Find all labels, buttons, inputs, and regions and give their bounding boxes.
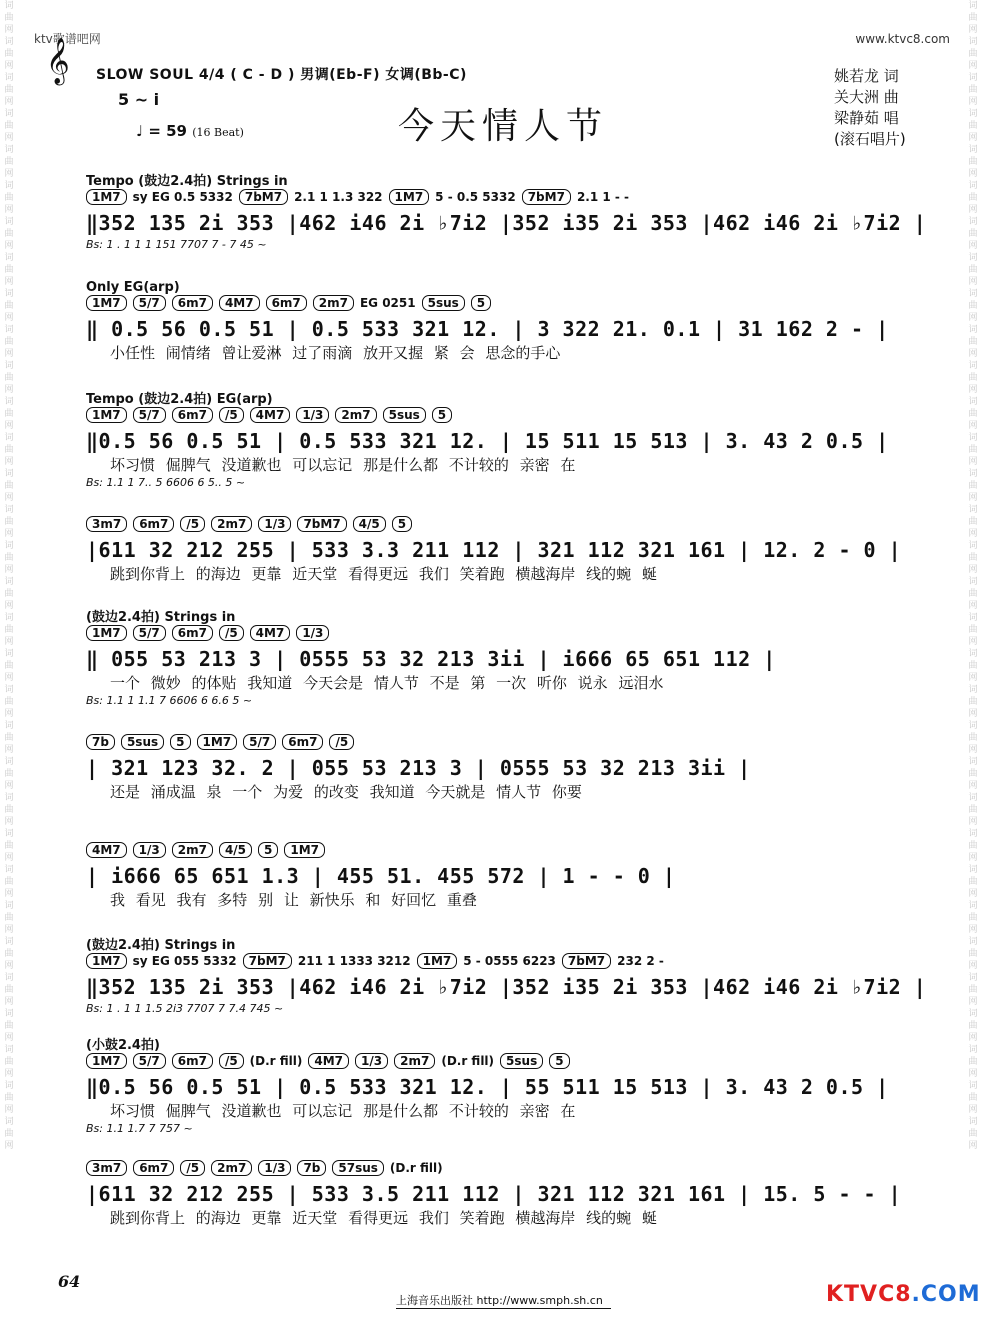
chord-symbol: 5sus [383, 407, 426, 423]
chord-row [86, 407, 916, 427]
chord-symbol: 5/7 [133, 625, 166, 641]
chord-symbol: 5 [392, 516, 412, 532]
chord-row [86, 953, 916, 973]
chord-symbol: 5 - 0555 6223 [463, 954, 556, 968]
chord-symbol: 5 [258, 842, 278, 858]
chord-symbol: 1M7 [197, 734, 238, 750]
chord-symbol: 7b [297, 1160, 326, 1176]
lyrics-row: 一个 微妙 的体贴 我知道 今天会是 情人节 不是 第 一次 听你 说永 远泪水 [110, 674, 664, 692]
chord-symbol: 4M7 [308, 1053, 349, 1069]
chord-symbol: 4/5 [219, 842, 252, 858]
staff-system [86, 606, 916, 709]
chord-symbol: 5 [471, 295, 491, 311]
lyrics-row: 小任性 闹情绪 曾让爱淋 过了雨滴 放开又握 紧 会 思念的手心 [110, 344, 561, 362]
chord-symbol: 1/3 [258, 1160, 291, 1176]
chord-symbol: 1M7 [86, 953, 127, 969]
chord-symbol: 1/3 [296, 625, 329, 641]
chord-row [86, 734, 916, 754]
section-label: (鼓边2.4拍) Strings in [86, 610, 236, 625]
bass-line-row: Bs: 1.1 1 7.. 5 6606 6 5.. 5 ~ [86, 476, 246, 489]
chord-symbol: 7b [86, 734, 115, 750]
chord-symbol: 5/7 [133, 1053, 166, 1069]
chord-symbol: 6m7 [266, 295, 307, 311]
side-watermark-left: 词曲网词曲网词曲网词曲网词曲网词曲网词曲网词曲网词曲网词曲网词曲网词曲网词曲网词曲网词曲网词曲网词曲网词曲网词曲网词曲网词曲网词曲网词曲网词曲网词曲网词曲网词曲网词曲网词曲网词曲网词曲网词曲网 [4, 1, 14, 1151]
chord-symbol: 1/3 [258, 516, 291, 532]
chord-symbol: 232 2 - [617, 954, 664, 968]
side-watermark-right: 词曲网词曲网词曲网词曲网词曲网词曲网词曲网词曲网词曲网词曲网词曲网词曲网词曲网词曲网词曲网词曲网词曲网词曲网词曲网词曲网词曲网词曲网词曲网词曲网词曲网词曲网词曲网词曲网词曲网词曲网词曲网词曲网 [968, 1, 978, 1151]
chord-symbol: EG 0251 [359, 296, 416, 310]
chord-symbol: 7bM7 [297, 516, 346, 532]
chord-symbol: 5 - 0.5 5332 [435, 190, 516, 204]
notation-row: ‖ 0.5 56 0.5 51 | 0.5 533 321 12. | 3 322 21. 0.1 | 31 162 2 - | [86, 317, 889, 341]
notation-row: |611 32 212 255 | 533 3.5 211 112 | 321 112 321 161 | 15. 5 - - | [86, 1182, 902, 1206]
staff-system [86, 516, 916, 584]
chord-symbol: 6m7 [172, 625, 213, 641]
tempo-marking [136, 122, 244, 140]
chord-symbol: 2m7 [172, 842, 213, 858]
chord-symbol: 3m7 [86, 1160, 127, 1176]
chord-symbol: 1/3 [133, 842, 166, 858]
chord-symbol: 1/3 [355, 1053, 388, 1069]
chord-row [86, 189, 916, 209]
chord-symbol: 5sus [422, 295, 465, 311]
publisher-line: 上海音乐出版社 http://www.smph.sh.cn [396, 1292, 611, 1309]
chord-symbol: 5 [170, 734, 190, 750]
chord-symbol: 2.1 1 1.3 322 [294, 190, 383, 204]
section-label: (鼓边2.4拍) Strings in [86, 938, 236, 953]
chord-symbol: 1M7 [86, 407, 127, 423]
staff-system [86, 170, 927, 253]
chord-symbol: /5 [180, 1160, 205, 1176]
chord-symbol: 5/7 [133, 407, 166, 423]
chord-symbol: 5 [432, 407, 452, 423]
credit-label: (滚石唱片) [834, 130, 906, 148]
style-key-line: SLOW SOUL 4/4 ( C - D ) 男调(Eb-F) 女调(Bb-C) [96, 67, 467, 83]
notation-row: ‖0.5 56 0.5 51 | 0.5 533 321 12. | 55 511 15 513 | 3. 43 2 0.5 | [86, 1075, 889, 1099]
staff-system [86, 734, 916, 802]
lyrics-row: 坏习惯 倔脾气 没道歉也 可以忘记 那是什么都 不计较的 亲密 在 [110, 456, 576, 474]
chord-symbol: 4/5 [353, 516, 386, 532]
logo-text: KTVC8 [826, 1282, 912, 1307]
page-number: 64 [58, 1272, 81, 1291]
credit-lyricist: 姚若龙 词 [834, 67, 899, 85]
watermark-top-left: ktv歌谱吧网 [34, 32, 101, 46]
chord-symbol: 1M7 [389, 189, 430, 205]
chord-symbol: 7bM7 [243, 953, 292, 969]
staff-system [86, 388, 916, 491]
chord-symbol: 4M7 [250, 625, 291, 641]
chord-row [86, 625, 916, 645]
chord-symbol: 6m7 [133, 1160, 174, 1176]
staff-system [86, 842, 916, 910]
chord-symbol: 5 [549, 1053, 569, 1069]
chord-symbol: /5 [219, 1053, 244, 1069]
bass-line-row: Bs: 1 . 1 1 1 151 7707 7 - 7 45 ~ [86, 238, 267, 251]
chord-symbol: sy EG 055 5332 [132, 954, 237, 968]
chord-symbol: 5/7 [243, 734, 276, 750]
chord-symbol: 1M7 [86, 295, 127, 311]
chord-symbol: 4M7 [219, 295, 260, 311]
staff-system [86, 934, 927, 1017]
tempo-beat: (16 Beat) [192, 126, 244, 139]
notation-row: ‖ 055 53 213 3 | 0555 53 32 213 3ii | i666 65 651 112 | [86, 647, 776, 671]
bass-line-row: Bs: 1.1 1.7 7 757 ~ [86, 1122, 193, 1135]
chord-symbol: 7bM7 [522, 189, 571, 205]
credit-singer: 梁静茹 唱 [834, 109, 899, 127]
chord-symbol: 2.1 1 - - [576, 190, 630, 204]
notation-row: | i666 65 651 1.3 | 455 51. 455 572 | 1 - - 0 | [86, 864, 676, 888]
chord-symbol: 211 1 1333 3212 [297, 954, 411, 968]
chord-symbol: 2m7 [211, 1160, 252, 1176]
chord-symbol: 5sus [500, 1053, 543, 1069]
treble-clef-icon: 𝄞 [46, 38, 70, 84]
chord-row [86, 516, 916, 536]
chord-symbol: 6m7 [172, 1053, 213, 1069]
chord-symbol: 6m7 [282, 734, 323, 750]
notation-row: ‖0.5 56 0.5 51 | 0.5 533 321 12. | 15 511 15 513 | 3. 43 2 0.5 | [86, 429, 889, 453]
chord-row [86, 1053, 916, 1073]
chord-symbol: 1M7 [417, 953, 458, 969]
chord-symbol: 5sus [121, 734, 164, 750]
chord-symbol: 7bM7 [239, 189, 288, 205]
chord-symbol: /5 [329, 734, 354, 750]
chord-symbol: (D.r fill) [389, 1161, 443, 1175]
notation-row: | 321 123 32. 2 | 055 53 213 3 | 0555 53 32 213 3ii | [86, 756, 751, 780]
chord-row [86, 842, 916, 862]
section-label: (小鼓2.4拍) [86, 1038, 160, 1053]
vocal-range: 5 ~ i [118, 90, 160, 109]
chord-symbol: 1/3 [296, 407, 329, 423]
chord-symbol: 3m7 [86, 516, 127, 532]
tempo-value: = 59 [148, 122, 187, 140]
site-logo [826, 1282, 981, 1307]
chord-symbol: 2m7 [335, 407, 376, 423]
chord-symbol: /5 [180, 516, 205, 532]
chord-symbol: 6m7 [172, 295, 213, 311]
chord-symbol: 57sus [332, 1160, 384, 1176]
chord-symbol: 2m7 [313, 295, 354, 311]
song-title: 今天情人节 [398, 106, 609, 147]
chord-symbol: /5 [219, 407, 244, 423]
chord-symbol: 1M7 [86, 1053, 127, 1069]
chord-symbol: 7bM7 [562, 953, 611, 969]
chord-symbol: /5 [219, 625, 244, 641]
lyrics-row: 跳到你背上 的海边 更靠 近天堂 看得更远 我们 笑着跑 横越海岸 线的蜿 蜒 [110, 565, 657, 583]
lyrics-row: 我 看见 我有 多特 别 让 新快乐 和 好回忆 重叠 [110, 891, 477, 909]
chord-symbol: 4M7 [250, 407, 291, 423]
credit-composer: 关大洲 曲 [834, 88, 899, 106]
chord-symbol: 1M7 [86, 189, 127, 205]
notation-row: ‖352 135 2i 353 |462 i46 2i ♭7i2 |352 i35 2i 353 |462 i46 2i ♭7i2 | [86, 975, 927, 999]
quarter-note-icon: ♩ [136, 122, 144, 140]
staff-system [86, 1160, 916, 1228]
credits [834, 66, 906, 150]
chord-row [86, 295, 916, 315]
chord-symbol: (D.r fill) [249, 1054, 303, 1068]
chord-symbol: (D.r fill) [441, 1054, 495, 1068]
chord-symbol: 1M7 [284, 842, 325, 858]
watermark-top-right: www.ktvc8.com [855, 32, 950, 46]
lyrics-row: 还是 涌成温 泉 一个 为爱 的改变 我知道 今天就是 情人节 你要 [110, 783, 582, 801]
notation-row: |611 32 212 255 | 533 3.3 211 112 | 321 112 321 161 | 12. 2 - 0 | [86, 538, 902, 562]
bass-line-row: Bs: 1 . 1 1 1.5 2i3 7707 7 7.4 745 ~ [86, 1002, 284, 1015]
chord-symbol: 1M7 [86, 625, 127, 641]
lyrics-row: 坏习惯 倔脾气 没道歉也 可以忘记 那是什么都 不计较的 亲密 在 [110, 1102, 576, 1120]
bass-line-row: Bs: 1.1 1 1.1 7 6606 6 6.6 5 ~ [86, 694, 253, 707]
section-label: Only EG(arp) [86, 280, 180, 295]
lyrics-row: 跳到你背上 的海边 更靠 近天堂 看得更远 我们 笑着跑 横越海岸 线的蜿 蜒 [110, 1209, 657, 1227]
chord-symbol: 6m7 [133, 516, 174, 532]
notation-row: ‖352 135 2i 353 |462 i46 2i ♭7i2 |352 i35 2i 353 |462 i46 2i ♭7i2 | [86, 211, 927, 235]
chord-symbol: sy EG 0.5 5332 [132, 190, 233, 204]
chord-symbol: 5/7 [133, 295, 166, 311]
staff-system [86, 280, 916, 363]
chord-symbol: 2m7 [211, 516, 252, 532]
chord-row [86, 1160, 916, 1180]
logo-suffix: .COM [911, 1282, 981, 1307]
section-label: Tempo (鼓边2.4拍) EG(arp) [86, 392, 273, 407]
section-label: Tempo (鼓边2.4拍) Strings in [86, 174, 288, 189]
chord-symbol: 6m7 [172, 407, 213, 423]
staff-system [86, 1034, 916, 1137]
chord-symbol: 2m7 [394, 1053, 435, 1069]
chord-symbol: 4M7 [86, 842, 127, 858]
